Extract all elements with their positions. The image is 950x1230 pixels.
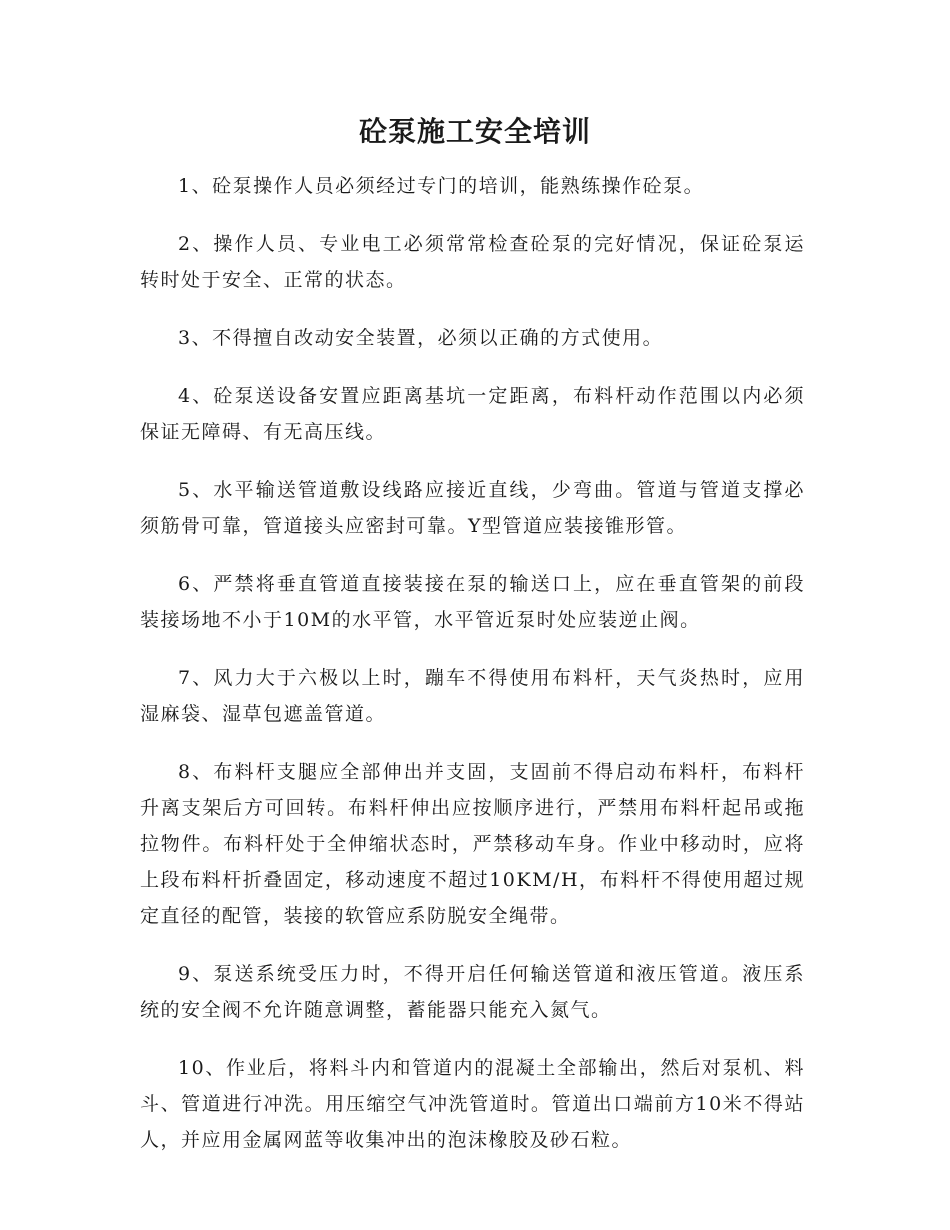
paragraph-9: 9、泵送系统受压力时，不得开启任何输送管道和液压管道。液压系统的安全阀不允许随意调整，蓄能器只能充入氮气。 bbox=[140, 963, 805, 1021]
paragraph-10: 10、作业后，将料斗内和管道内的混凝土全部输出，然后对泵机、料斗、管道进行冲洗。用压缩空气冲洗管道时。管道出口端前方10米不得站人，并应用金属网蓝等收集冲出的泡沫橡胶及砂石粒。 bbox=[140, 1057, 805, 1151]
paragraph-2: 2、操作人员、专业电工必须常常检查砼泵的完好情况，保证砼泵运转时处于安全、正常的状态。 bbox=[140, 233, 805, 291]
page-title: 砼泵施工安全培训 bbox=[358, 115, 591, 148]
paragraph-6: 6、严禁将垂直管道直接装接在泵的输送口上，应在垂直管架的前段装接场地不小于10M的水平管，水平管近泵时处应装逆止阀。 bbox=[140, 573, 805, 631]
paragraph-3: 3、不得擅自改动安全装置，必须以正确的方式使用。 bbox=[178, 327, 664, 349]
paragraph-5: 5、水平输送管道敷设线路应接近直线，少弯曲。管道与管道支撑必须筋骨可靠，管道接头应密封可靠。Y型管道应装接锥形管。 bbox=[140, 479, 805, 537]
paragraph-8: 8、布料杆支腿应全部伸出并支固，支固前不得启动布料杆，布料杆升离支架后方可回转。布料杆伸出应按顺序进行，严禁用布料杆起吊或拖拉物件。布料杆处于全伸缩状态时，严禁移动车身。作业中移动时，应将上段布料杆折叠固定，移动速度不超过10KM/H，布料杆不得使用超过规定直径的配管，装接的软管应系防脱安全绳带。 bbox=[140, 761, 805, 927]
document-body bbox=[140, 168, 805, 1180]
paragraph-1: 1、砼泵操作人员必须经过专门的培训，能熟练操作砼泵。 bbox=[178, 175, 705, 197]
paragraph-4: 4、砼泵送设备安置应距离基坑一定距离，布料杆动作范围以内必须保证无障碍、有无高压线。 bbox=[140, 385, 805, 443]
paragraph-7: 7、风力大于六极以上时，蹦车不得使用布料杆，天气炎热时，应用湿麻袋、湿草包遮盖管道。 bbox=[140, 667, 805, 725]
